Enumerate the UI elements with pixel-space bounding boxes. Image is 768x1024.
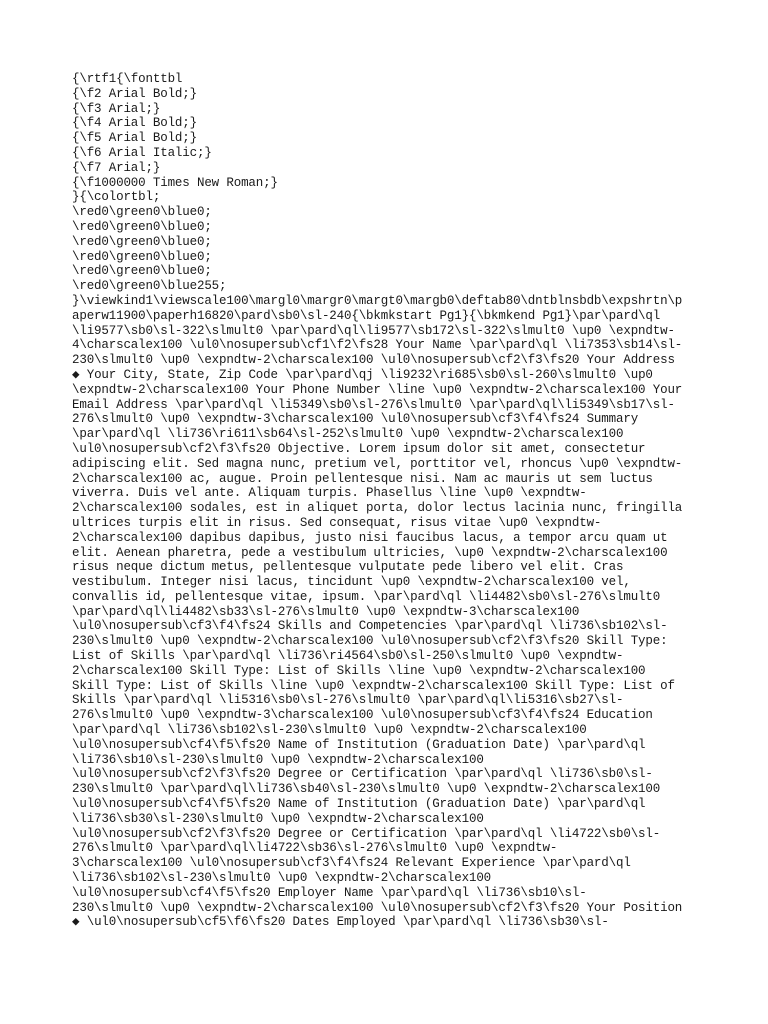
text-line: \li736\sb10\sl-230\slmult0 \up0 \expndtw-2\charscalex100: [72, 752, 484, 767]
text-line: elit. Aenean pharetra, pede a vestibulum ultricies, \up0 \expndtw-2\charscalex100: [72, 545, 668, 560]
text-line: \ul0\nosupersub\cf4\f5\fs20 Employer Name \par\pard\ql \li736\sb10\sl-: [72, 885, 587, 900]
text-line: }\viewkind1\viewscale100\margl0\margr0\margt0\margb0\deftab80\dntblnsbdb\expshrtn\p: [72, 293, 683, 308]
text-line: 230\slmult0 \par\pard\ql\li736\sb40\sl-230\slmult0 \up0 \expndtw-2\charscalex100: [72, 782, 661, 797]
text-line: 2\charscalex100 Skill Type: List of Skills \line \up0 \expndtw-2\charscalex100: [72, 663, 646, 678]
text-line: 230\slmult0 \up0 \expndtw-2\charscalex100 \ul0\nosupersub\cf2\f3\fs20 Your Address: [72, 353, 675, 368]
text-line: risus neque dictum metus, pellentesque vulputate pede libero vel elit. Cras: [72, 560, 624, 575]
text-line: 276\slmult0 \par\pard\ql\li4722\sb36\sl-276\slmult0 \up0 \expndtw-: [72, 841, 558, 856]
text-line: \red0\green0\blue0;: [72, 234, 212, 249]
text-line: {\f6 Arial Italic;}: [72, 145, 212, 160]
text-line: ◆ \ul0\nosupersub\cf5\f6\fs20 Dates Employed \par\pard\ql \li736\sb30\sl-: [72, 915, 609, 930]
text-line: {\f1000000 Times New Roman;}: [72, 175, 278, 190]
text-line: 276\slmult0 \up0 \expndtw-3\charscalex100 \ul0\nosupersub\cf3\f4\fs24 Summary: [72, 412, 639, 427]
text-line: 2\charscalex100 dapibus dapibus, justo nisi faucibus lacus, a tempor arcu quam ut: [72, 530, 668, 545]
text-line: 276\slmult0 \up0 \expndtw-3\charscalex100 \ul0\nosupersub\cf3\f4\fs24 Education: [72, 708, 653, 723]
text-line: {\f2 Arial Bold;}: [72, 86, 197, 101]
text-line: {\f5 Arial Bold;}: [72, 131, 197, 146]
text-line: Email Address \par\pard\ql \li5349\sb0\sl-276\slmult0 \par\pard\ql\li5349\sb17\sl-: [72, 397, 675, 412]
text-line: aperw11900\paperh16820\pard\sb0\sl-240{\bkmkstart Pg1}{\bkmkend Pg1}\par\pard\ql: [72, 308, 661, 323]
text-line: 4\charscalex100 \ul0\nosupersub\cf1\f2\fs28 Your Name \par\pard\ql \li7353\sb14\sl-: [72, 338, 683, 353]
text-line: \red0\green0\blue0;: [72, 264, 212, 279]
text-line: vestibulum. Integer nisi lacus, tincidunt \up0 \expndtw-2\charscalex100 vel,: [72, 575, 631, 590]
text-line: 3\charscalex100 \ul0\nosupersub\cf3\f4\fs24 Relevant Experience \par\pard\ql: [72, 856, 631, 871]
text-line: \ul0\nosupersub\cf3\f4\fs24 Skills and Competencies \par\pard\ql \li736\sb102\sl-: [72, 619, 668, 634]
text-line: ultrices turpis elit in risus. Sed consequat, risus vitae \up0 \expndtw-: [72, 515, 602, 530]
text-line: \par\pard\ql \li736\ri611\sb64\sl-252\slmult0 \up0 \expndtw-2\charscalex100: [72, 427, 624, 442]
text-line: 230\slmult0 \up0 \expndtw-2\charscalex100 \ul0\nosupersub\cf2\f3\fs20 Skill Type:: [72, 634, 668, 649]
text-line: adipiscing elit. Sed magna nunc, pretium vel, porttitor vel, rhoncus \up0 \expndtw-: [72, 456, 683, 471]
text-line: 2\charscalex100 ac, augue. Proin pellentesque nisi. Nam ac mauris ut sem luctus: [72, 471, 653, 486]
text-line: \expndtw-2\charscalex100 Your Phone Number \line \up0 \expndtw-2\charscalex100 Your: [72, 382, 683, 397]
text-line: \ul0\nosupersub\cf4\f5\fs20 Name of Institution (Graduation Date) \par\pard\ql: [72, 797, 646, 812]
text-line: \li736\sb30\sl-230\slmult0 \up0 \expndtw-2\charscalex100: [72, 811, 484, 826]
text-line: viverra. Duis vel ante. Aliquam turpis. Phasellus \line \up0 \expndtw-: [72, 486, 587, 501]
text-line: }{\colortbl;: [72, 190, 161, 205]
text-line: List of Skills \par\pard\ql \li736\ri4564\sb0\sl-250\slmult0 \up0 \expndtw-: [72, 649, 624, 664]
text-line: \red0\green0\blue0;: [72, 249, 212, 264]
text-line: \ul0\nosupersub\cf2\f3\fs20 Objective. Lorem ipsum dolor sit amet, consectetur: [72, 441, 646, 456]
text-line: \red0\green0\blue255;: [72, 279, 227, 294]
text-line: \li736\sb102\sl-230\slmult0 \up0 \expndtw-2\charscalex100: [72, 871, 492, 886]
text-line: Skill Type: List of Skills \line \up0 \expndtw-2\charscalex100 Skill Type: List of: [72, 678, 675, 693]
text-line: \red0\green0\blue0;: [72, 205, 212, 220]
text-line: \ul0\nosupersub\cf2\f3\fs20 Degree or Certification \par\pard\ql \li736\sb0\sl-: [72, 767, 653, 782]
document-page: [72, 72, 712, 930]
text-line: \red0\green0\blue0;: [72, 219, 212, 234]
text-line: ◆ Your City, State, Zip Code \par\pard\qj \li9232\ri685\sb0\sl-260\slmult0 \up0: [72, 367, 653, 382]
text-line: \par\pard\ql \li736\sb102\sl-230\slmult0 \up0 \expndtw-2\charscalex100: [72, 723, 587, 738]
text-line: \ul0\nosupersub\cf4\f5\fs20 Name of Institution (Graduation Date) \par\pard\ql: [72, 737, 646, 752]
text-line: \par\pard\ql\li4482\sb33\sl-276\slmult0 \up0 \expndtw-3\charscalex100: [72, 604, 580, 619]
text-line: {\rtf1{\fonttbl: [72, 72, 183, 86]
text-line: 2\charscalex100 sodales, est in aliquet porta, dolor lectus lacinia nunc, fringilla: [72, 501, 683, 516]
text-line: \li9577\sb0\sl-322\slmult0 \par\pard\ql\li9577\sb172\sl-322\slmult0 \up0 \expndtw-: [72, 323, 675, 338]
text-line: \ul0\nosupersub\cf2\f3\fs20 Degree or Certification \par\pard\ql \li4722\sb0\sl-: [72, 826, 661, 841]
text-line: {\f3 Arial;}: [72, 101, 161, 116]
text-line: Skills \par\pard\ql \li5316\sb0\sl-276\slmult0 \par\pard\ql\li5316\sb27\sl-: [72, 693, 624, 708]
text-line: 230\slmult0 \up0 \expndtw-2\charscalex100 \ul0\nosupersub\cf2\f3\fs20 Your Position: [72, 900, 683, 915]
text-line: {\f7 Arial;}: [72, 160, 161, 175]
text-line: convallis id, pellentesque vitae, ipsum. \par\pard\ql \li4482\sb0\sl-276\slmult0: [72, 589, 661, 604]
text-line: {\f4 Arial Bold;}: [72, 116, 197, 131]
